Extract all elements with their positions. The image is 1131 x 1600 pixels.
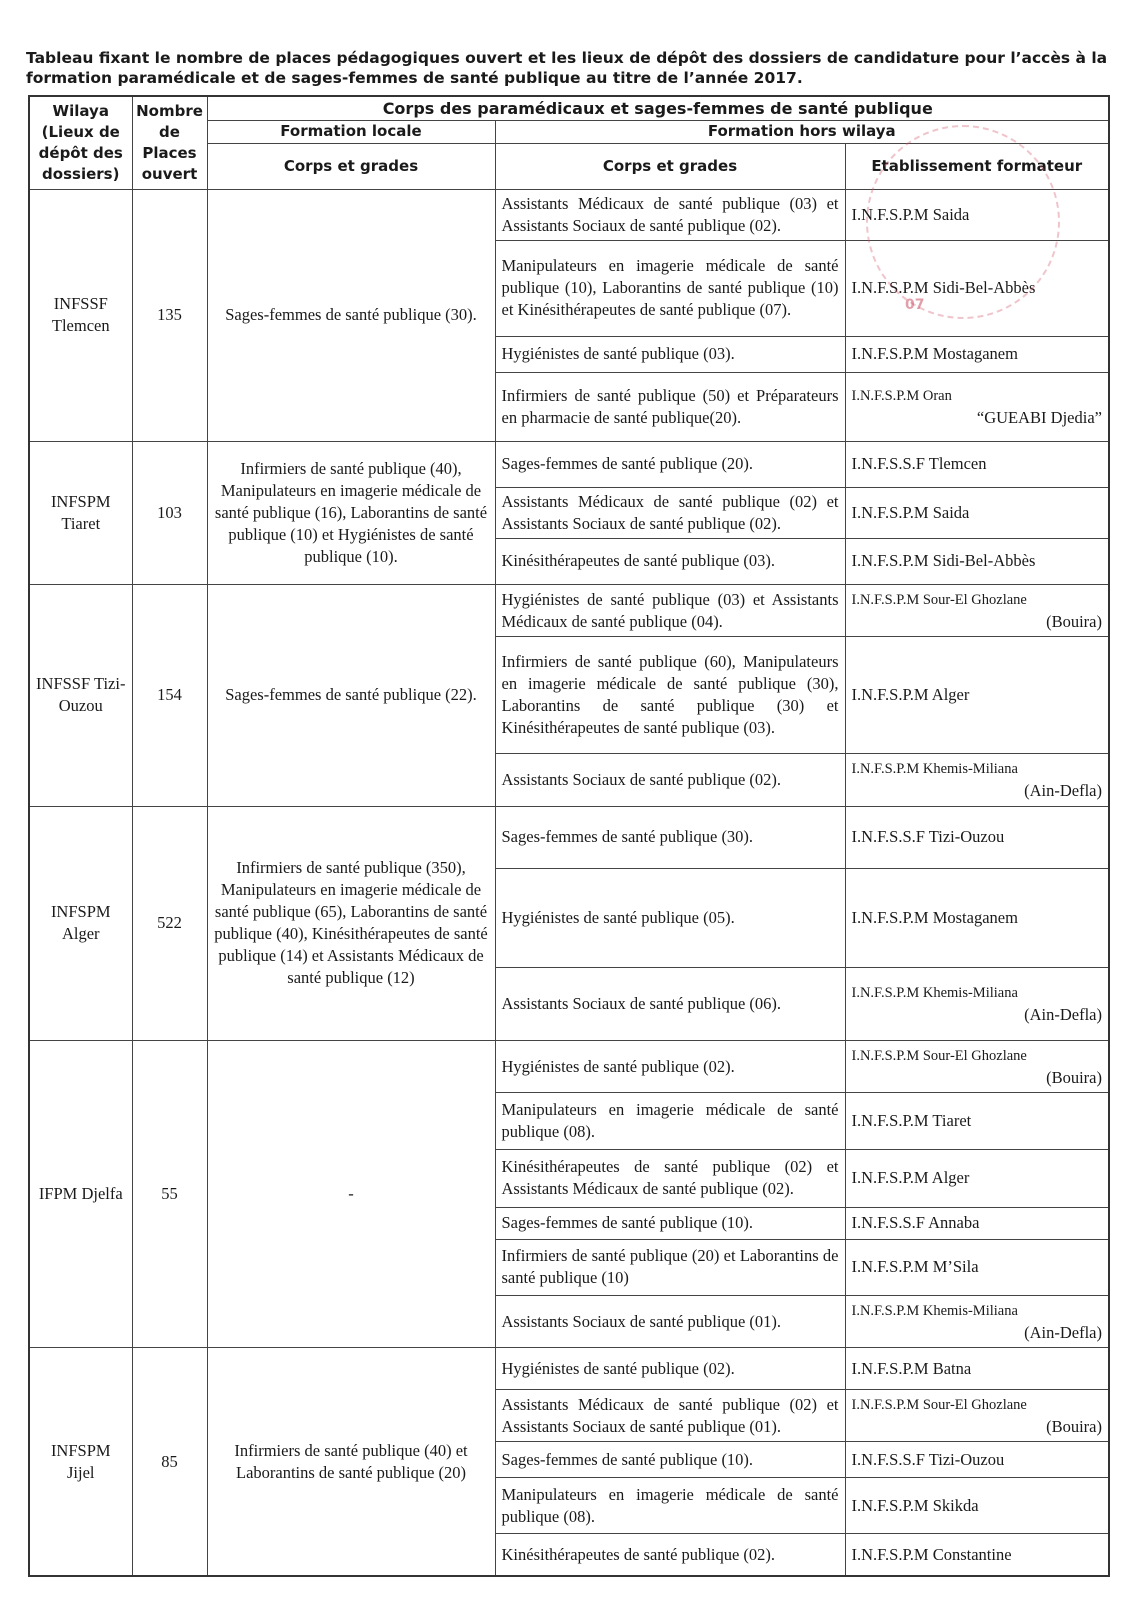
header-corps-grades-hors: Corps et grades xyxy=(495,143,845,189)
places-table xyxy=(28,95,1110,1577)
corps-grades-cell: Hygiénistes de santé publique (02). xyxy=(495,1348,845,1390)
corps-grades-cell: Assistants Médicaux de santé publique (02) et Assistants Sociaux de santé publique (01). xyxy=(495,1390,845,1442)
etablissement-cell xyxy=(845,538,1109,584)
document-title: Tableau fixant le nombre de places pédagogiques ouvert et les lieux de dépôt des dossiers de candidature pour l’accès à la formation paramédicale et de sages-femmes de santé publique au titre de l’année 2017. xyxy=(26,49,1108,87)
etablissement-name: I.N.F.S.P.M Oran xyxy=(851,388,952,405)
etablissement-name: I.N.F.S.P.M Tiaret xyxy=(851,1110,972,1130)
corps-grades-cell: Kinésithérapeutes de santé publique (02). xyxy=(495,1534,845,1576)
etablissement-cell xyxy=(845,1442,1109,1478)
table-row xyxy=(29,806,1109,869)
wilaya-cell: IFPM Djelfa xyxy=(29,1040,132,1347)
formation-locale-cell: - xyxy=(207,1040,495,1347)
etablissement-location: (Bouira) xyxy=(1046,1068,1102,1087)
etablissement-cell xyxy=(845,441,1109,487)
corps-grades-cell: Assistants Sociaux de santé publique (01). xyxy=(495,1296,845,1348)
etablissement-name: I.N.F.S.P.M Sidi-Bel-Abbès xyxy=(851,278,1036,298)
corps-grades-cell: Assistants Sociaux de santé publique (02). xyxy=(495,754,845,806)
etablissement-cell xyxy=(845,372,1109,441)
etablissement-location: “GUEABI Djedia” xyxy=(976,408,1102,428)
etablissement-cell xyxy=(845,189,1109,240)
table-body xyxy=(29,96,1109,1576)
etablissement-cell xyxy=(845,754,1109,806)
corps-grades-cell: Infirmiers de santé publique (20) et Laborantins de santé publique (10) xyxy=(495,1239,845,1295)
corps-grades-cell: Manipulateurs en imagerie médicale de santé publique (10), Laborantins de santé publique (10) et Kinésithérapeutes de santé publique (07). xyxy=(495,240,845,336)
etablissement-name: I.N.F.S.S.F Annaba xyxy=(851,1213,980,1233)
etablissement-cell xyxy=(845,487,1109,538)
etablissement-name: I.N.F.S.P.M Constantine xyxy=(851,1544,1012,1564)
header-corps-grades-locale: Corps et grades xyxy=(207,143,495,189)
etablissement-name: I.N.F.S.P.M Alger xyxy=(851,1168,970,1188)
etablissement-name: I.N.F.S.P.M Khemis-Miliana xyxy=(851,761,1018,778)
etablissement-name: I.N.F.S.P.M Sour-El Ghozlane xyxy=(851,1048,1027,1064)
header-etablissement: Etablissement formateur xyxy=(845,143,1109,189)
etablissement-cell xyxy=(845,1040,1109,1092)
etablissement-name: I.N.F.S.S.F Tizi-Ouzou xyxy=(851,1449,1005,1469)
etablissement-cell xyxy=(845,1239,1109,1295)
places-cell: 85 xyxy=(132,1348,207,1576)
etablissement-name: I.N.F.S.P.M Saida xyxy=(851,204,970,224)
corps-grades-cell: Assistants Sociaux de santé publique (06). xyxy=(495,967,845,1040)
etablissement-cell xyxy=(845,637,1109,754)
table-row xyxy=(29,441,1109,487)
etablissement-name: I.N.F.S.S.F Tizi-Ouzou xyxy=(851,827,1005,847)
header-wilaya: Wilaya (Lieux de dépôt des dossiers) xyxy=(29,96,132,189)
etablissement-name: I.N.F.S.P.M Batna xyxy=(851,1358,972,1378)
formation-locale-cell: Sages-femmes de santé publique (30). xyxy=(207,189,495,441)
etablissement-cell xyxy=(845,1296,1109,1348)
etablissement-cell xyxy=(845,806,1109,869)
etablissement-name: I.N.F.S.P.M Sour-El Ghozlane xyxy=(851,592,1027,609)
corps-grades-cell: Assistants Médicaux de santé publique (02) et Assistants Sociaux de santé publique (02). xyxy=(495,487,845,538)
corps-grades-cell: Kinésithérapeutes de santé publique (03). xyxy=(495,538,845,584)
etablissement-name: I.N.F.S.P.M M’Sila xyxy=(851,1257,979,1277)
etablissement-name: I.N.F.S.P.M Sour-El Ghozlane xyxy=(851,1397,1027,1414)
etablissement-name: I.N.F.S.P.M Mostaganem xyxy=(851,344,1018,364)
etablissement-cell xyxy=(845,1208,1109,1239)
etablissement-location: (Ain-Defla) xyxy=(1024,1323,1102,1343)
corps-grades-cell: Hygiénistes de santé publique (03). xyxy=(495,337,845,373)
corps-grades-cell: Infirmiers de santé publique (60), Manipulateurs en imagerie médicale de santé publique (30), Laborantins de santé publique (30) et Kinésithérapeutes de santé publique (03). xyxy=(495,637,845,754)
etablissement-location: (Bouira) xyxy=(1046,612,1102,632)
table-row xyxy=(29,584,1109,636)
corps-grades-cell: Sages-femmes de santé publique (20). xyxy=(495,441,845,487)
etablissement-name: I.N.F.S.S.F Tlemcen xyxy=(851,454,987,474)
formation-locale-cell: Infirmiers de santé publique (40), Manipulateurs en imagerie médicale de santé publique (16), Laborantins de santé publique (10) et Hygiénistes de santé publique (10). xyxy=(207,441,495,584)
corps-grades-cell: Hygiénistes de santé publique (02). xyxy=(495,1040,845,1092)
etablissement-cell xyxy=(845,337,1109,373)
table-row xyxy=(29,189,1109,240)
formation-locale-cell: Infirmiers de santé publique (40) et Laborantins de santé publique (20) xyxy=(207,1348,495,1576)
etablissement-location: (Ain-Defla) xyxy=(1024,781,1102,801)
etablissement-name: I.N.F.S.P.M Mostaganem xyxy=(851,908,1018,927)
wilaya-cell: INFSPM Alger xyxy=(29,806,132,1040)
etablissement-cell xyxy=(845,1093,1109,1149)
etablissement-name: I.N.F.S.P.M Khemis-Miliana xyxy=(851,1303,1018,1320)
etablissement-name: I.N.F.S.P.M Skikda xyxy=(851,1495,979,1515)
etablissement-name: I.N.F.S.P.M Saida xyxy=(851,502,970,522)
wilaya-cell: INFSPM Jijel xyxy=(29,1348,132,1576)
formation-locale-cell: Infirmiers de santé publique (350), Manipulateurs en imagerie médicale de santé publique (65), Laborantins de santé publique (40), Kinésithérapeutes de santé publique (14) et Assistants Médicaux de santé publique (12) xyxy=(207,806,495,1040)
corps-grades-cell: Hygiénistes de santé publique (03) et Assistants Médicaux de santé publique (04). xyxy=(495,584,845,636)
header-corps: Corps des paramédicaux et sages-femmes de santé publique xyxy=(207,96,1109,120)
etablissement-cell xyxy=(845,869,1109,967)
etablissement-cell xyxy=(845,584,1109,636)
etablissement-cell xyxy=(845,1149,1109,1208)
places-cell: 154 xyxy=(132,584,207,806)
corps-grades-cell: Sages-femmes de santé publique (10). xyxy=(495,1442,845,1478)
places-cell: 135 xyxy=(132,189,207,441)
etablissement-cell xyxy=(845,1477,1109,1533)
corps-grades-cell: Manipulateurs en imagerie médicale de santé publique (08). xyxy=(495,1093,845,1149)
etablissement-cell xyxy=(845,1390,1109,1442)
corps-grades-cell: Manipulateurs en imagerie médicale de santé publique (08). xyxy=(495,1477,845,1533)
corps-grades-cell: Assistants Médicaux de santé publique (03) et Assistants Sociaux de santé publique (02). xyxy=(495,189,845,240)
places-cell: 522 xyxy=(132,806,207,1040)
header-formation-locale: Formation locale xyxy=(207,120,495,143)
table-row xyxy=(29,1348,1109,1390)
corps-grades-cell: Hygiénistes de santé publique (05). xyxy=(495,869,845,967)
corps-grades-cell: Infirmiers de santé publique (50) et Préparateurs en pharmacie de santé publique(20). xyxy=(495,372,845,441)
header-nombre: Nombre de Places ouvert xyxy=(132,96,207,189)
places-cell: 55 xyxy=(132,1040,207,1347)
formation-locale-cell: Sages-femmes de santé publique (22). xyxy=(207,584,495,806)
etablissement-cell xyxy=(845,1534,1109,1576)
corps-grades-cell: Sages-femmes de santé publique (10). xyxy=(495,1208,845,1239)
places-cell: 103 xyxy=(132,441,207,584)
etablissement-cell xyxy=(845,240,1109,336)
wilaya-cell: INFSPM Tiaret xyxy=(29,441,132,584)
wilaya-cell: INFSSF Tlemcen xyxy=(29,189,132,441)
stamp-number: 07 xyxy=(905,297,925,313)
etablissement-cell xyxy=(845,967,1109,1040)
table-row xyxy=(29,1040,1109,1092)
corps-grades-cell: Kinésithérapeutes de santé publique (02) et Assistants Médicaux de santé publique (02). xyxy=(495,1149,845,1208)
etablissement-location: (Bouira) xyxy=(1046,1417,1102,1437)
header-formation-hors-wilaya: Formation hors wilaya xyxy=(495,120,1109,143)
etablissement-name: I.N.F.S.P.M Alger xyxy=(851,685,970,705)
header-row xyxy=(29,96,1109,120)
etablissement-location: (Ain-Defla) xyxy=(1024,1005,1102,1025)
corps-grades-cell: Sages-femmes de santé publique (30). xyxy=(495,806,845,869)
wilaya-cell: INFSSF Tizi-Ouzou xyxy=(29,584,132,806)
etablissement-cell xyxy=(845,1348,1109,1390)
etablissement-name: I.N.F.S.P.M Khemis-Miliana xyxy=(851,985,1018,1002)
etablissement-name: I.N.F.S.P.M Sidi-Bel-Abbès xyxy=(851,551,1036,571)
